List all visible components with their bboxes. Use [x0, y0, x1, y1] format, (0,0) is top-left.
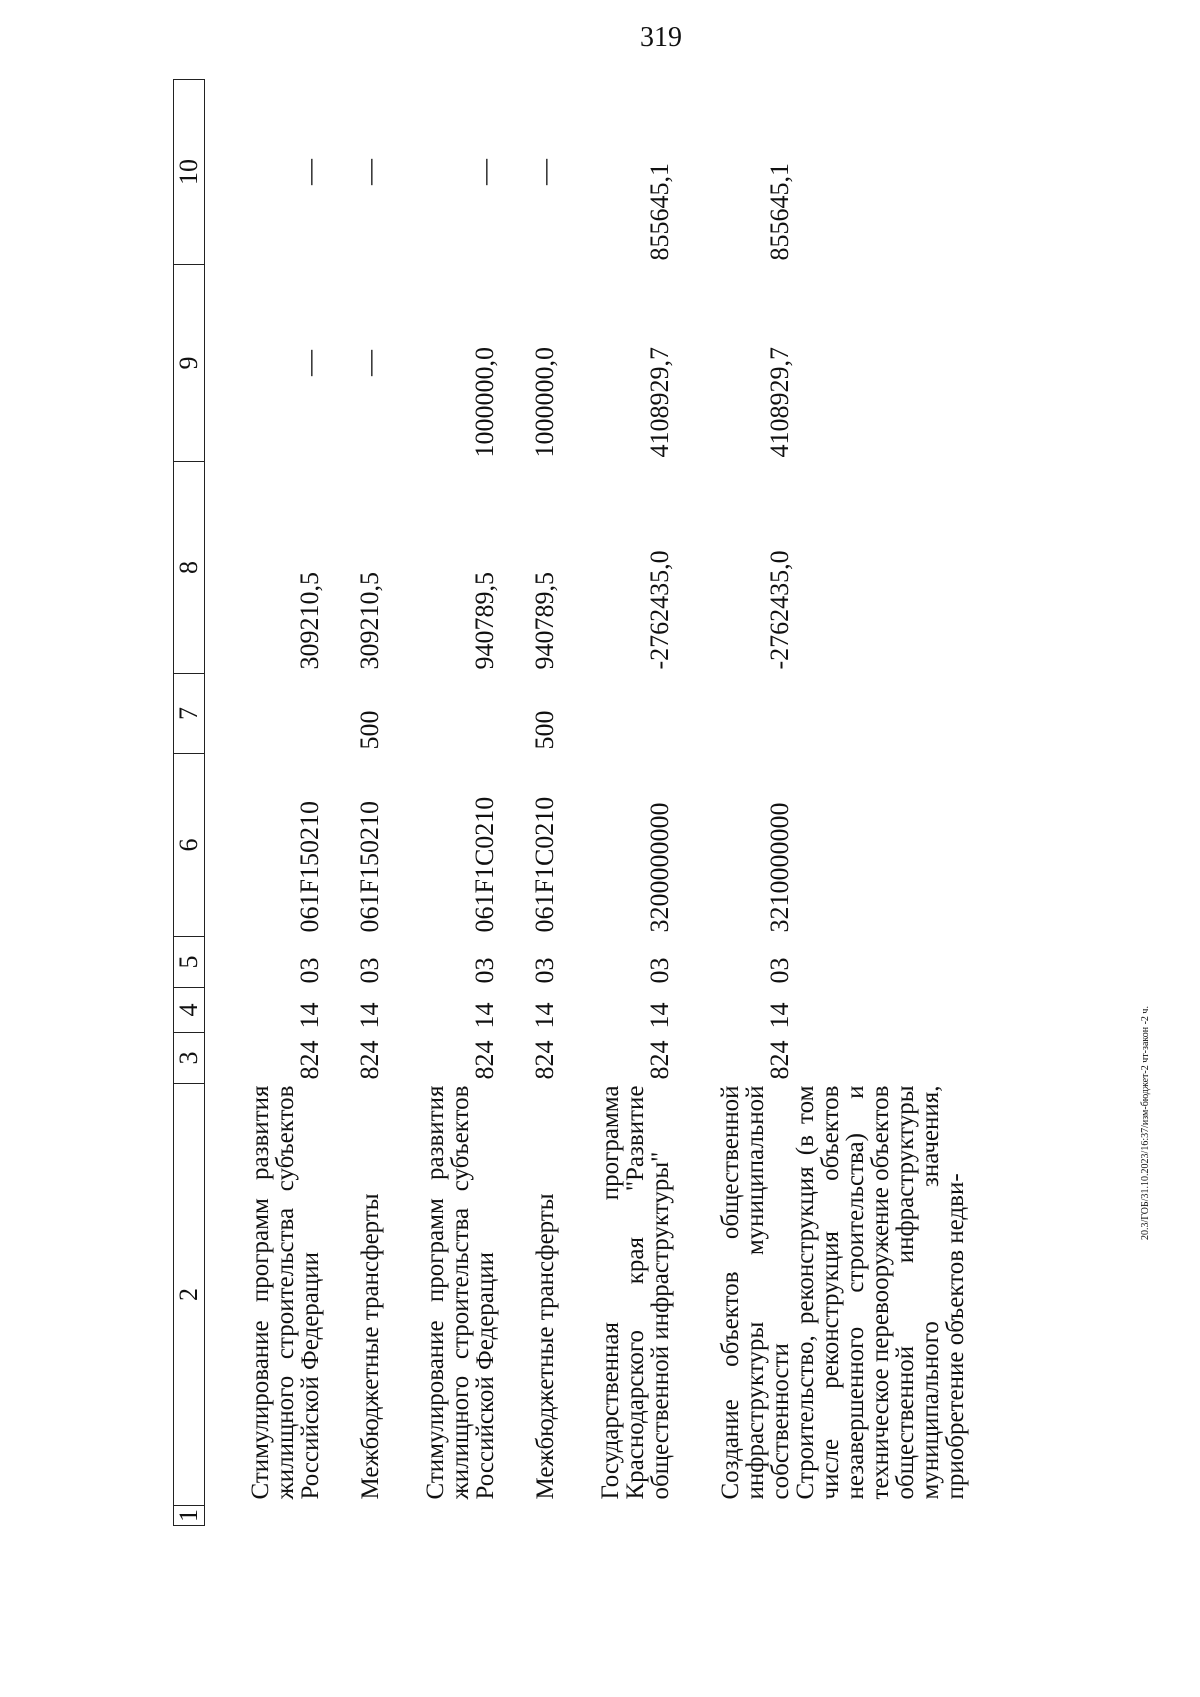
- cell-c4: 14: [295, 1002, 324, 1029]
- cell-c5: 03: [530, 957, 559, 984]
- cell-c6: 3210000000: [765, 802, 794, 933]
- cell-c5: 03: [645, 957, 674, 984]
- table-row: [793, 80, 1011, 1526]
- cell-c4: 14: [765, 1002, 794, 1029]
- page-number: 319: [640, 22, 682, 53]
- cell-c8: [793, 462, 1011, 674]
- row-description: Межбюджетные трансферты: [357, 1193, 384, 1500]
- row-description: Межбюджетные трансферты: [532, 1193, 559, 1500]
- cell-c6: 061F1C0210: [470, 796, 499, 933]
- cell-c4: 14: [355, 1002, 384, 1029]
- cell-c7: 500: [355, 710, 384, 750]
- cell-c4: 14: [530, 1002, 559, 1029]
- column-header: 4: [174, 988, 205, 1033]
- table-row: [558, 80, 673, 1526]
- cell-c7: [558, 674, 673, 754]
- document-footer-code: 20.3/ГОБ/31.10.2023/16:37/изм-бюджет-2 чт-закон -2 ч.: [1140, 1006, 1151, 1240]
- row-description: Строительство, реконструкция (в том числе реконструкция объектов незавершенного строительства) и техническое перевооружение объектов общественной инфраструктуры муниципального значения, приобретение объектов недви-: [792, 1085, 969, 1500]
- cell-c7: 500: [530, 710, 559, 750]
- cell-c5: [793, 937, 1011, 988]
- cell-c10: [793, 80, 1011, 265]
- cell-c3: 824: [470, 1040, 499, 1080]
- cell-c10: —: [355, 159, 384, 185]
- row-description: Стимулирование программ развития жилищного строительства субъектов Российской Федерации: [422, 1085, 499, 1500]
- cell-c3: 824: [530, 1040, 559, 1080]
- cell-c7: [205, 674, 324, 754]
- table-row: [323, 80, 383, 1526]
- rotated-table-container: [173, 80, 969, 1526]
- cell-c3: 824: [355, 1040, 384, 1080]
- cell-c9: [793, 265, 1011, 462]
- cell-c5: 03: [765, 957, 794, 984]
- table-row: [205, 80, 324, 1526]
- cell-c8: -2762435,0: [765, 550, 794, 670]
- table-row: [673, 80, 793, 1526]
- cell-c4: [793, 988, 1011, 1033]
- cell-c9: 4108929,7: [765, 347, 794, 458]
- cell-c6: [793, 754, 1011, 937]
- cell-c9: 1000000,0: [530, 347, 559, 458]
- cell-c6: 061F150210: [355, 801, 384, 933]
- column-header: 6: [174, 754, 205, 937]
- table-header-row: [174, 80, 205, 1526]
- cell-c7: [673, 674, 793, 754]
- cell-c6: 3200000000: [645, 802, 674, 933]
- cell-c4: 14: [645, 1002, 674, 1029]
- cell-c5: 03: [355, 957, 384, 984]
- cell-c4: 14: [470, 1002, 499, 1029]
- column-header: 10: [174, 80, 205, 265]
- column-header: 8: [174, 462, 205, 674]
- cell-c8: 940789,5: [530, 572, 559, 670]
- cell-c8: -2762435,0: [645, 550, 674, 670]
- table-row: [498, 80, 558, 1526]
- cell-c5: 03: [295, 957, 324, 984]
- cell-c7: [383, 674, 498, 754]
- column-header: 5: [174, 937, 205, 988]
- row-description: Государственная программа Краснодарского края "Развитие общественной инфраструктуры": [597, 1085, 674, 1500]
- cell-c6: 061F1C0210: [530, 796, 559, 933]
- row-description: Стимулирование программ развития жилищного строительства субъектов Российской Федерации: [247, 1085, 324, 1500]
- budget-table: [173, 79, 1011, 1526]
- column-header: 7: [174, 674, 205, 754]
- cell-c9: —: [355, 350, 384, 376]
- cell-c10: 855645,1: [765, 163, 794, 261]
- column-header: 3: [174, 1033, 205, 1084]
- cell-c9: 1000000,0: [470, 347, 499, 458]
- cell-c3: 824: [295, 1040, 324, 1080]
- cell-c10: —: [530, 159, 559, 185]
- cell-c3: 824: [645, 1040, 674, 1080]
- column-header: 9: [174, 265, 205, 462]
- cell-c7: [793, 674, 1011, 754]
- cell-c8: 309210,5: [295, 572, 324, 670]
- cell-c8: 940789,5: [470, 572, 499, 670]
- cell-c10: —: [470, 159, 499, 185]
- cell-c6: 061F150210: [295, 801, 324, 933]
- cell-c9: —: [295, 350, 324, 376]
- cell-c9: 4108929,7: [645, 347, 674, 458]
- row-description: Создание объектов общественной инфраструктуры муниципальной собственности: [717, 1085, 794, 1500]
- cell-c10: —: [295, 159, 324, 185]
- cell-c8: 309210,5: [355, 572, 384, 670]
- cell-c5: 03: [470, 957, 499, 984]
- column-header: 1: [174, 1506, 205, 1526]
- cell-c10: 855645,1: [645, 163, 674, 261]
- cell-c3: 824: [765, 1040, 794, 1080]
- table-row: [383, 80, 498, 1526]
- cell-c3: [793, 1033, 1011, 1084]
- column-header: 2: [174, 1084, 205, 1506]
